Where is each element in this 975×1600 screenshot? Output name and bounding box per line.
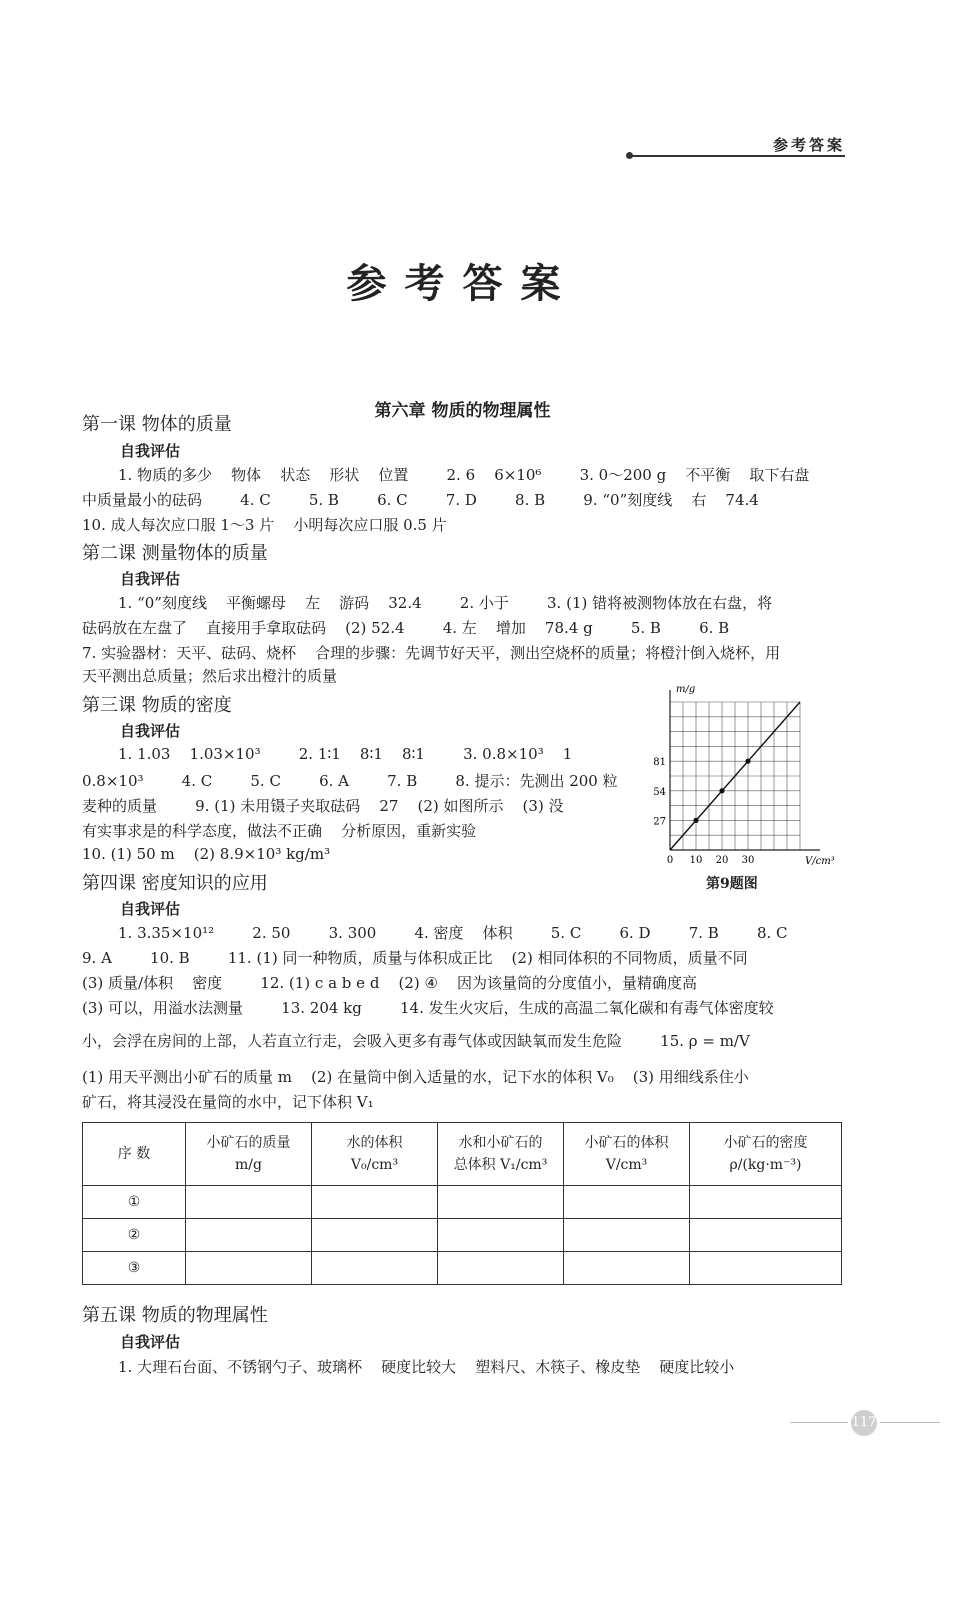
lesson-3-line: 10. (1) 50 m (2) 8.9×10³ kg/m³ [82, 845, 331, 863]
table-header: 小矿石的密度 ρ/(kg·m⁻³) [690, 1123, 842, 1186]
footer-rule-right [880, 1422, 940, 1423]
table-row [83, 1186, 842, 1219]
lesson-2-line: 天平测出总质量；然后求出橙汁的质量 [82, 667, 338, 685]
lesson-2-line: 砝码放在左盘了 直接用手拿取砝码 (2) 52.4 4. 左 增加 78.4 g 5. B 6. B [82, 619, 730, 637]
row-index: ① [83, 1186, 186, 1219]
table-row [83, 1252, 842, 1285]
lesson-1-line: 中质量最小的砝码 4. C 5. B 6. C 7. D 8. B 9. “0”刻度线 右 74.4 [82, 491, 759, 509]
lesson-4-line: 9. A 10. B 11. (1) 同一种物质，质量与体积成正比 (2) 相同体积的不同物质，质量不同 [82, 949, 748, 967]
lesson-5-eval: 自我评估 [120, 1333, 181, 1351]
page-title: 参考答案 [346, 260, 579, 307]
lesson-3-line: 1. 1.03 1.03×10³ 2. 1∶1 8∶1 8∶1 3. 0.8×10³ 1 [118, 745, 573, 763]
header-section-label: 参考答案 [772, 136, 845, 154]
row-index: ② [83, 1219, 186, 1252]
y-tick-label: 27 [653, 816, 666, 828]
lesson-2-title: 第二课 测量物体的质量 [82, 543, 268, 564]
lesson-2-eval: 自我评估 [120, 570, 181, 588]
lesson-1-eval: 自我评估 [120, 442, 181, 460]
lesson-3-eval: 自我评估 [120, 722, 181, 740]
y-tick-label: 81 [653, 757, 666, 769]
data-point [745, 759, 750, 764]
lesson-3-line: 有实事求是的科学态度，做法不正确 分析原因，重新实验 [82, 822, 477, 840]
page-number: 117 [851, 1410, 877, 1436]
lesson-4-line: 矿石，将其浸没在量筒的水中，记下体积 V₁ [82, 1093, 374, 1111]
lesson-4-line: 小，会浮在房间的上部，人若直立行走，会吸入更多有毒气体或因缺氧而发生危险 15. ρ = m/V [82, 1032, 750, 1050]
table-header: 水和小矿石的 总体积 V₁/cm³ [438, 1123, 564, 1186]
figure-caption: 第9题图 [706, 876, 758, 892]
table-header: 序 数 [83, 1123, 186, 1186]
lesson-4-eval: 自我评估 [120, 900, 181, 918]
lesson-5-title: 第五课 物质的物理属性 [82, 1305, 268, 1326]
y-axis-label: m/g [676, 685, 696, 695]
lesson-1-line: 1. 物质的多少 物体 状态 形状 位置 2. 6 6×10⁶ 3. 0～200 g 不平衡 取下右盘 [118, 466, 810, 484]
table-row [83, 1219, 842, 1252]
lesson-4-title: 第四课 密度知识的应用 [82, 873, 268, 894]
table-header: 水的体积 V₀/cm³ [312, 1123, 438, 1186]
lesson-1-title: 第一课 物体的质量 [82, 414, 232, 435]
data-table [82, 1122, 842, 1285]
row-index: ③ [83, 1252, 186, 1285]
x-axis-label: V/cm³ [805, 856, 835, 867]
lesson-3-title: 第三课 物质的密度 [82, 695, 232, 716]
chapter-title: 第六章 物质的物理属性 [374, 401, 551, 421]
header-rule [630, 155, 845, 157]
lesson-3-line: 0.8×10³ 4. C 5. C 6. A 7. B 8. 提示：先测出 200 粒 [82, 772, 618, 790]
lesson-2-line: 1. “0”刻度线 平衡螺母 左 游码 32.4 2. 小于 3. (1) 错将被测物体放在右盘，将 [118, 594, 773, 612]
data-point [719, 788, 724, 793]
x-tick-label: 20 [715, 855, 729, 866]
lesson-1-line: 10. 成人每次应口服 1～3 片 小明每次应口服 0.5 片 [82, 516, 447, 534]
y-tick-label: 54 [653, 786, 666, 798]
lesson-2-line: 7. 实验器材：天平、砝码、烧杯 合理的步骤：先调节好天平，测出空烧杯的质量；将橙汁倒入烧杯，用 [82, 644, 781, 662]
density-graph [650, 685, 850, 870]
x-tick-label: 10 [689, 855, 703, 866]
lesson-4-line: 1. 3.35×10¹² 2. 50 3. 300 4. 密度 体积 5. C 6. D 7. B 8. C [118, 924, 788, 942]
x-tick-label: 0 [666, 855, 674, 866]
lesson-5-line: 1. 大理石台面、不锈钢勺子、玻璃杯 硬度比较大 塑料尺、木筷子、橡皮垫 硬度比较小 [118, 1358, 735, 1376]
lesson-4-line: (3) 质量/体积 密度 12. (1) c a b e d (2) ④ 因为该量筒的分度值小，量精确度高 [82, 974, 698, 992]
footer-rule-left [790, 1422, 848, 1423]
table-header: 小矿石的体积 V/cm³ [564, 1123, 690, 1186]
lesson-4-line: (3) 可以，用溢水法测量 13. 204 kg 14. 发生火灾后，生成的高温二氧化碳和有毒气体密度较 [82, 999, 774, 1017]
lesson-3-line: 麦种的质量 9. (1) 未用镊子夹取砝码 27 (2) 如图所示 (3) 没 [82, 797, 564, 815]
data-point [693, 818, 698, 823]
lesson-4-line: (1) 用天平测出小矿石的质量 m (2) 在量筒中倒入适量的水，记下水的体积 V₀ (3) 用细线系住小 [82, 1068, 749, 1086]
table-header: 小矿石的质量 m/g [186, 1123, 312, 1186]
x-tick-label: 30 [741, 855, 755, 866]
